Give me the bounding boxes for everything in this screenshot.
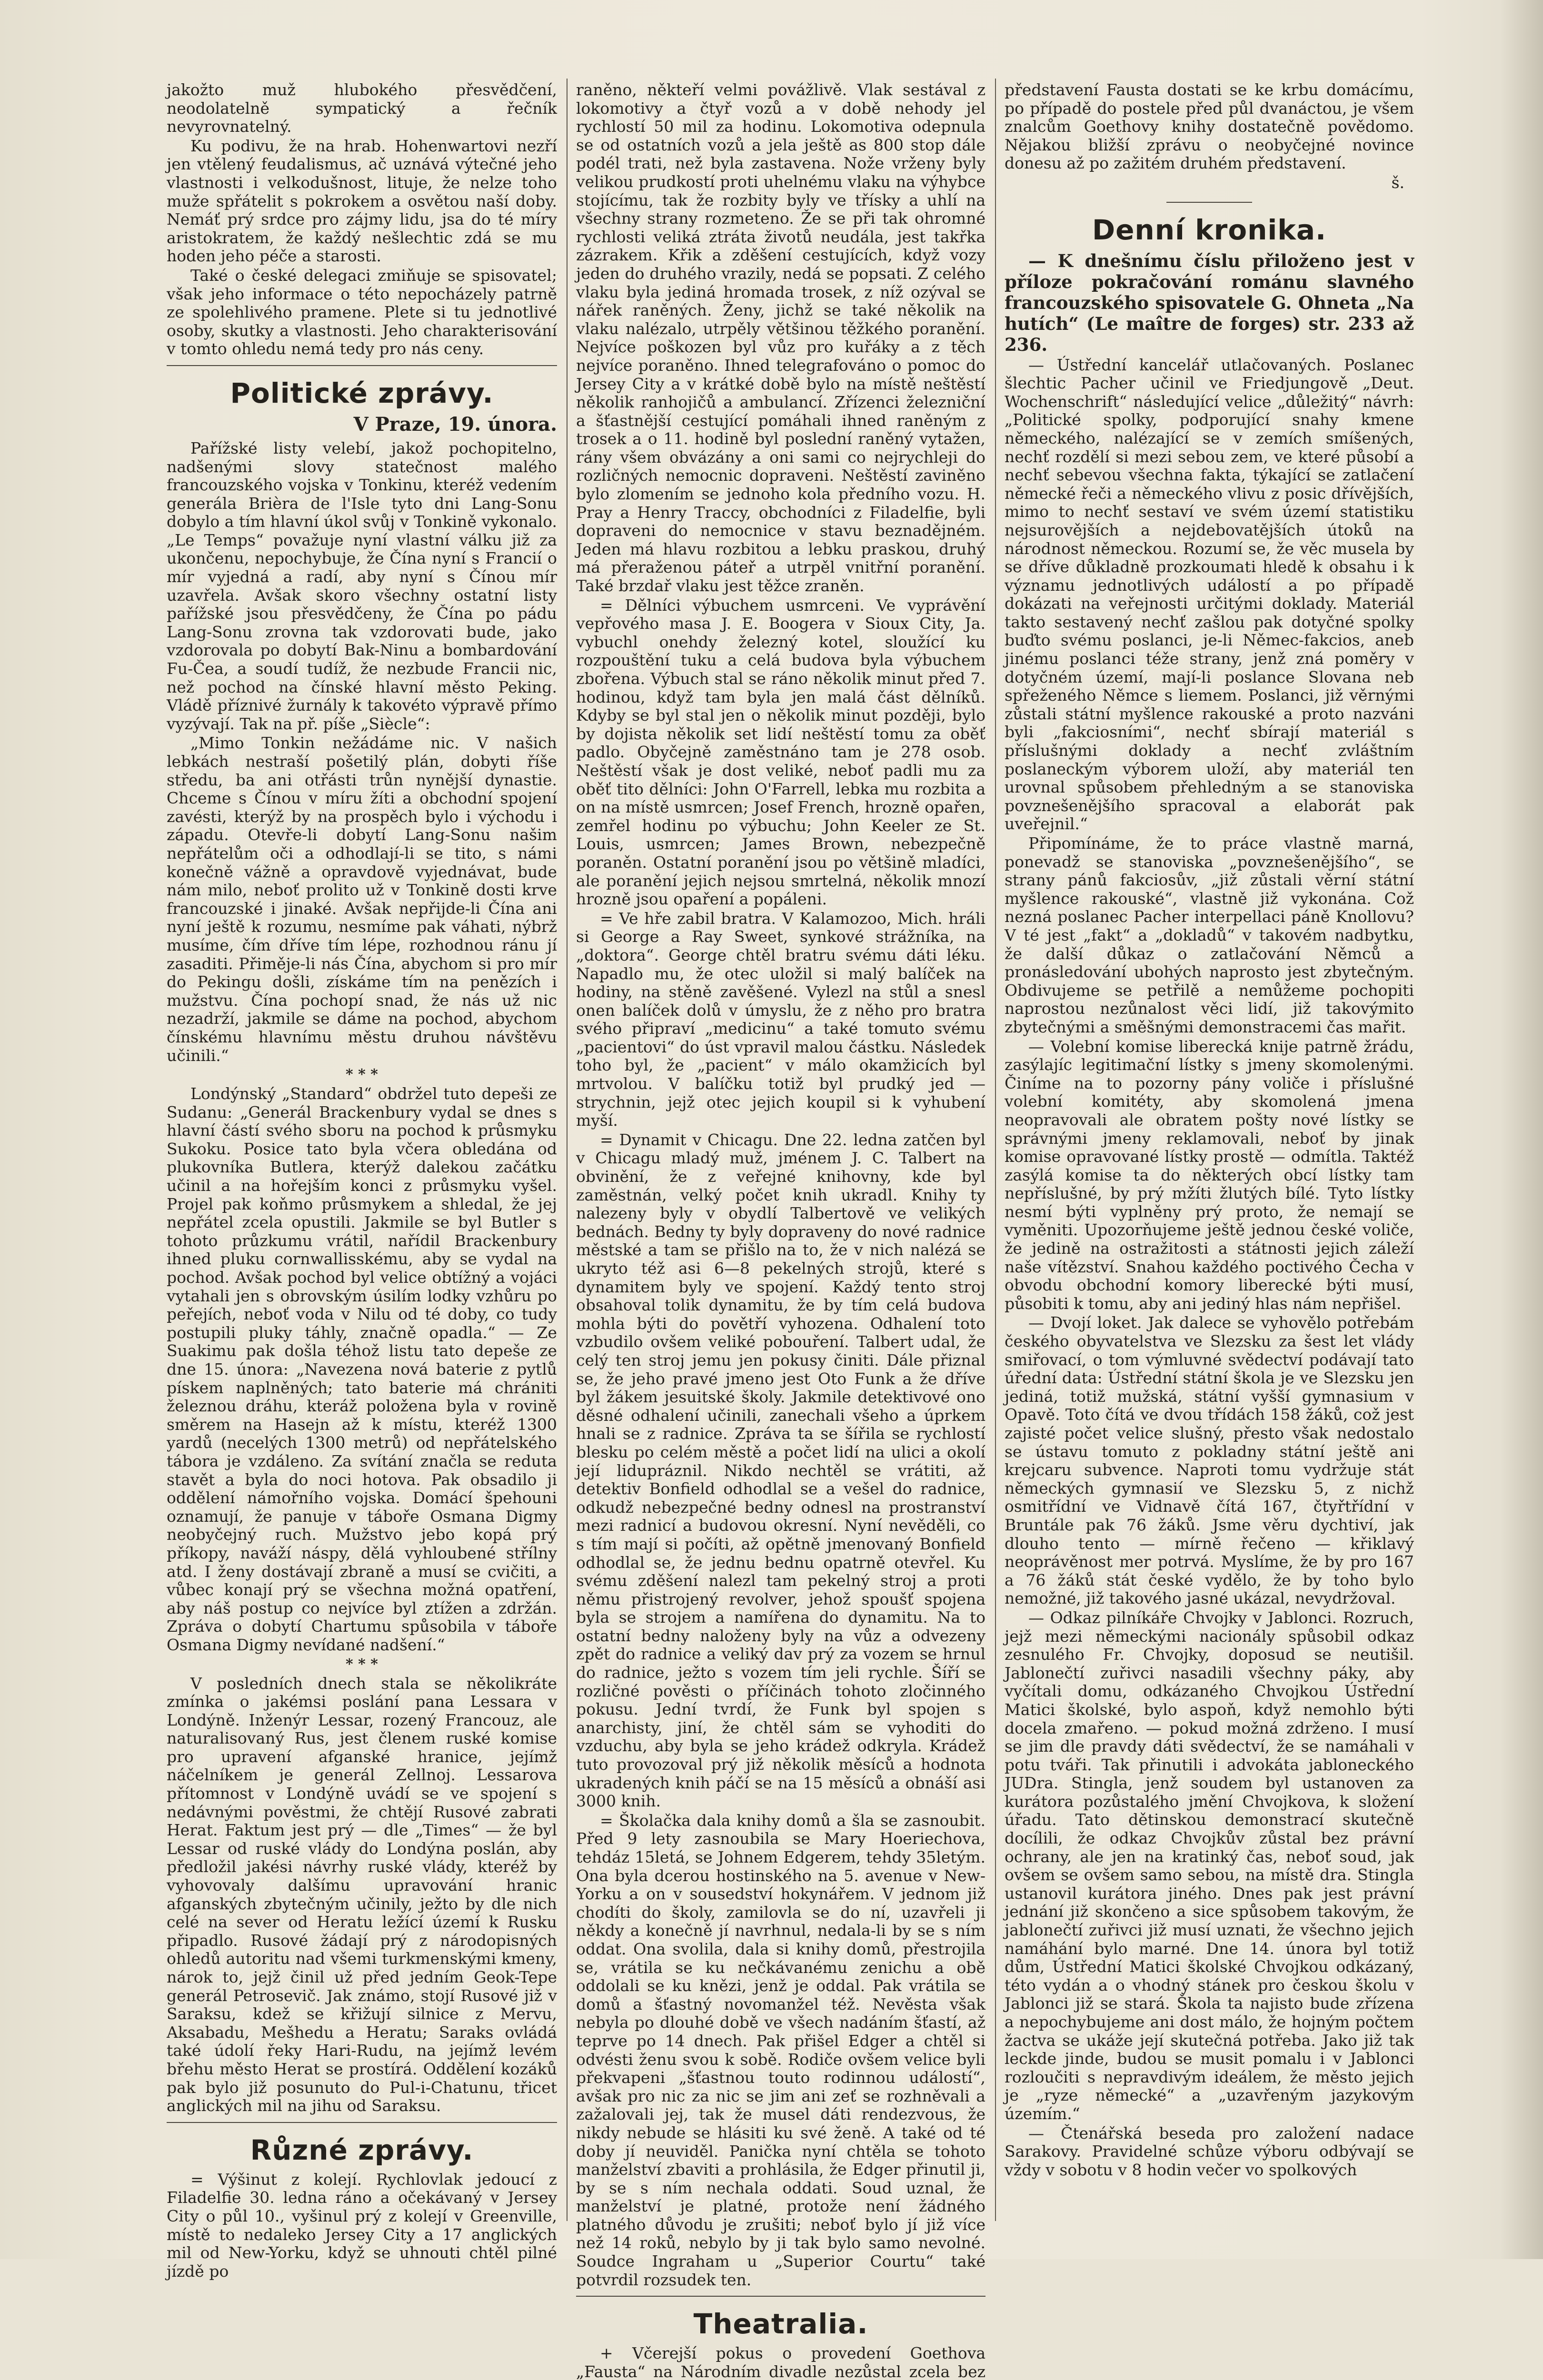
short-divider: [1166, 202, 1252, 203]
paragraph: Londýnský „Standard“ obdržel tuto depeši ze Sudanu: „Generál Brackenbury vydal se dnes s hlavní částí svého sboru na pochod k průsmyku Sukoku. Posice tato byla včera obledána od plukovníka Butlera, kterýž dalekou začátku učinil a na hořejším konci z průsmyku vyšel. Projel pak koňmo průsmykem a shledal, že jej nepřátel zcela opustili. Jakmile se byl Butler s tohoto průzkumu vrátil, nařídil Brackenbury ihned pluku cornwallisskému, aby se vydal na pochod. Avšak pochod byl velice obtížný a vojáci vytahali jen s obrovským úsilím lodky vzhůru po peřejích, neboť voda v Nilu od té doby, co tudy postupili pluky táhly, značně opadla.“ — Ze Suakimu pak došla téhož listu tato depeše ze dne 15. února: „Navezena nová baterie z pytlů pískem naplněných; tato baterie má chrániti železnou dráhu, kteráž položena byla v rovině směrem na Hasejn až k místu, kteréž 1300 yardů (necelých 1300 metrů) od nepřátelského tábora je vzdáleno. Za svítání značla se reduta stavět a byla do noci hotova. Pak obsadilo ji oddělení námořního vojska. Domácí špehouni oznamují, že panuje v táboře Osmana Digmy neobyčejný ruch. Mužstvo jebo kopá prý příkopy, naváží náspy, dělá vyhloubené střílny atd. I ženy dostávají zbraně a musí se cvičiti, a vůbec konají prý se všechna možná opatření, aby náš postup co nejvíce byl ztížen a zdržán. Zpráva o dobytí Chartumu spůsobila v táboře Osmana Digmy nevídané nadšení.“: [167, 1084, 557, 1654]
paragraph: — Čtenářská beseda pro založení nadace Sarakovy. Pravidelné schůze výboru odbývají se vždy v sobotu v 8 hodin večer vo spolkových: [1005, 2123, 1414, 2179]
section-divider: [576, 2296, 986, 2297]
section-divider: [167, 2122, 557, 2123]
paragraph: = Dělníci výbuchem usmrceni. Ve vyprávění vepřového masa J. E. Boogera v Sioux City, Ja. vybuchl onehdy železný kotel, sloužící ku rozpouštění tuku a celá budova byla výbuchem zbořena. Výbuch stal se ráno několik minut před 7. hodinou, když tam byla jen malá část dělníků. Kdyby se byl stal jen o několik minut později, bylo by dojista několik set lidí neštěstí tomu za oběť padlo. Obyčejně zaměstnáno tam je 278 osob. Neštěstí však je dost veliké, neboť padli mu za oběť tito dělníci: John O'Farrell, lebka mu rozbita a on na místě usmrcen; Josef French, hrozně opařen, zemřel hodinu po výbuchu; John Keeler ze St. Louis, usmrcen; James Brown, nebezpečně poraněn. Ostatní poranění jsou po většině mladíci, ale poranění jejich nejsou smrtelná, několik mnozí hrozně jsou opaření a popáleni.: [576, 595, 986, 909]
paragraph: = Výšinut z kolejí. Rychlovlak jedoucí z Filadelfie 30. ledna ráno a očekávaný v Jersey City o půl 10., vyšinul prý z kolejí v Greenville, místě to nedaleko Jersey City a 17 anglických mil od New-Yorku, když se uhnouti chtěl pilné jízdě po: [167, 2170, 557, 2281]
page-edge-shadow: [1500, 0, 1543, 2259]
column-rule-right: [995, 79, 996, 2221]
section-title-politicke: Politické zprávy.: [230, 377, 494, 409]
paragraph: raněno, někteří velmi povážlivě. Vlak sestával z lokomotivy a čtyř vozů a v době nehody jel rychlostí 50 mil za hodinu. Lokomotiva odepnula se od ostatních vozů a jela ještě as 800 stop dále podél trati, než byla zastavena. Nože vrženy byly velikou prudkostí proti uhelnému vlaku na výhybce stojícímu, tak že rozbity byly ve třísky a uhlí na všechny strany rozmeteno. Že se při tak ohromné rychlosti veliká ztráta životů neudála, jest takřka zázrakem. Křik a zděšení cestujících, když vozy jeden do druhého vrazily, nedá se popsati. Z celého vlaku byla jediná hromada trosek, z níž ozýval se nářek raněných. Ženy, jichž se také několik na vlaku nalézalo, utrpěly většinou těžkého poranění. Nejvíce poškozen byl vůz pro kuřáky a z těch nejvíce poraněno. Ihned telegrafováno o pomoc do Jersey City a v krátké době bylo na místě neštěstí několik ranhojičů a ambulancí. Zřízenci železniční a šťastnější cestující pomáhali ihned raněným z trosek a o 11. hodině byl poslední raněný vytažen, rány všem obvázány a oni sami co nejrychleji do rozličných nemocnic dopraveni. Neštěstí zaviněno bylo zlomením se jednoho kola předního vozu. H. Pray a Henry Traccy, obchodníci z Filadelfie, byli dopraveni do nemocnice v stavu beznadějném. Jeden má hlavu rozbitou a lebku praskou, druhý má přeraženou páteř a utrpěl vnitřní poranění. Také brzdař vlaku jest těžce zraněn.: [576, 80, 986, 595]
paragraph: — Ústřední kancelář utlačovaných. Poslanec šlechtic Pacher učinil ve Friedjungově „Deut. Wochenschrift“ následující velice „důležitý“ návrh: „Politické spolky, podporující snahy kmene německého, nalézající se v zemích smíšených, nechť rozdělí si mezi sebou zem, ve které působí a nechť sebevou všechna fakta, týkající se zatlačení německé řeči a německého vlivu z posic dřívějších, mimo to nechť sestaví ve svém území statistiku nejsurovějších a nejdebovatějších útoků na národnost německou. Rozumí se, že věc musela by se dříve důkladně prozkoumati hledě k obsahu i k významu jednotlivých událostí a po případě dokázati na veřejnosti určitými doklady. Materiál takto sestavený nechť zašlou pak dotyčné spolky buďto svému poslanci, je-li Němec-fakcios, aneb jinému poslanci téže strany, jenž zná poměry v dotyčném území, mají-li poslance Slovana neb spřeženého Němce s liemem. Poslanci, již věrnými zůstali státní myšlence rakouské a proto nazváni byli „fakciosními“, nechť sbírají materiál s příslušnými doklady a nechť zvláštním poslaneckým výborem uloží, aby materiál ten urovnal spůsobem přehledným a se stanoviska povznešenějšího spracoval a elaborát pak uveřejnil.“: [1005, 355, 1414, 833]
paragraph: Také o české delegaci zmiňuje se spisovatel; však jeho informace o této nepocházely patrně ze spolehlivého pramene. Plete si tu jednotlivé osoby, skutky a vlastnosti. Jeho charakterisování v tomto ohledu nemá tedy pro nás ceny.: [167, 266, 557, 358]
dateline: V Praze, 19. února.: [353, 413, 557, 436]
paragraph: — Dvojí loket. Jak dalece se vyhovělo potřebám českého obyvatelstva ve Slezsku za šest let vlády smiřovací, o tom výmluvné svědectví podávají tato úřední data: Ústřední státní škola je ve Slezsku jen jediná, totiž mužská, státní vyšší gymnasium v Opavě. Toto čítá ve dvou třídách 158 žáků, což jest zajisté počet velice slušný, přesto však nedostalo se ústavu tomuto z pokladny státní ještě ani krejcaru subvence. Naproti tomu vydržuje stát německých gymnasií ve Slezsku 5, z nichž osmitřídní ve Vidnavě čítá 167, čtyřtřídní v Bruntále pak 76 žáků. Jsme věru dychtiví, jak dlouho tento — mírně řečeno — křiklavý neoprávěnost mer potrvá. Myslíme, že by pro 167 a 76 žáků stát české vydělo, že by toho bylo nemožné, již takového jasné ukázal, nevydržoval.: [1005, 1313, 1414, 1608]
column-1: [167, 80, 557, 2281]
paragraph: — Odkaz pilníkáře Chvojky v Jablonci. Rozruch, jejž mezi německými nacionály spůsobil odkaz zesnulého Fr. Chvojky, doposud se neutišil. Jablonečtí zuřivci nasadili všechny páky, aby vyčítali domu, odkázaného Chvojkou Ústřední Matici školské, bylo aspoň, když nemohlo býti docela zmařeno. — pokud možná zdrženo. I musí se jim dle pravdy dáti svědectví, že se namáhali v potu tváři. Tak přinutili i advokáta jabloneckého JUDra. Stingla, jenž soudem byl ustanoven za kurátora pozůstalého jmění Chvojkova, k složení úřadu. Tato dětinskou demonstrací skutečně docílili, že odkaz Chvojkův zůstal bez právní ochrany, ale jen na kratinký čas, neboť soud, jak ovšem se ovšem samo sebou, na místě dra. Stingla ustanovil kurátora jiného. Dnes pak jest právní jednání již skončeno a sice spůsobem takovým, že jablonečtí zuřivci již musí uznati, že všechno jejich namáhání bylo marné. Dne 14. února byl totiž dům, Ústřední Matici školské Chvojkou odkázaný, této vydán a o vhodný stánek pro českou školu v Jablonci již se stará. Škola ta najisto bude zřízena a nepochybujeme ani dost málo, že hojným počtem žactva se ukáže její skutečná potřeba. Jako již tak leckde jinde, budou se musit pomalu i v Jablonci rozloučiti s nepravdivým ideálem, že město jejich je „ryze německé“ a „uzavřeným jazykovým územím.“: [1005, 1608, 1414, 2123]
section-stars: * * *: [346, 1066, 378, 1083]
author-signature: š.: [1391, 173, 1404, 192]
paragraph: Pařížské listy velebí, jakož pochopitelno, nadšenými slovy statečnost malého francouzského vojska v Tonkinu, kteréž vedením generála Brièra de l'Isle tyto dni Lang-Sonu dobylo a tím hlavní úkol svůj v Tonkině vykonalo. „Le Temps“ považuje nyní vlastní válku již za ukončenu, nepochybuje, že Čína nyní s Francií o mír vyjedná a radí, aby nyní s Čínou mír uzavřela. Avšak skoro všechny ostatní listy pařížské jsou přesvědčeny, že Čína po pádu Lang-Sonu zrovna tak vzdorovati bude, jako vzdorovala po dobytí Bak-Ninu a bombardování Fu-Čea, a soudí tudíž, že nezbude Francii nic, než pochod na čínské hlavní město Peking. Vládě příznivé žurnály k takovéto výpravě přímo vyzývají. Tak na př. píše „Siècle“:: [167, 438, 557, 733]
paragraph: — Volební komise liberecká knije patrně žrádu, zasýlajíc legitimační lístky s jmeny skomolenými. Činíme na to pozorny pány voliče i příslušné volební komitéty, aby skomolená jmena neopravovali ale obratem pošty nové lístky se správnými jmeny reklamovali, neboť by jinak komise opravované lístky prostě — odmítla. Taktéž zasýlá komise ta do některých obcí lístky tam nepříslušné, by prý mžíti žlutých bílé. Tyto lístky nesmí býti vyplněny prý proto, že nemají se vyměniti. Upozorňujeme ještě jednou české voliče, že jedině na ostražitosti a státnosti jejich záleží naše vítězství. Snahou každého poctivého Čecha v obvodu obchodní komory liberecké býti musí, působiti k tomu, aby ani jediný hlas nám nepřišel.: [1005, 1037, 1414, 1313]
paragraph: Ku podivu, že na hrab. Hohenwartovi nezří jen vtělený feudalismus, ač uznává výtečné jeho vlastnosti i velkodušnost, lituje, že nelze toho muže spřátelit s pokrokem a osvětou naší doby. Nemáť prý srdce pro zájmy lidu, jsa do té míry aristokratem, že každý nešlechtic zdá se mu hoden jeho péče a starosti.: [167, 136, 557, 266]
section-title-denni: Denní kronika.: [1092, 213, 1327, 246]
column-3: [1005, 81, 1414, 2216]
column-2: [576, 80, 986, 2380]
paragraph: představení Fausta dostati se ke krbu domácímu, po případě do postele před půl dvanáctou, je všem znalcům Goethovy knihy dostatečně povědomo. Nějakou bližší zprávu o neobyčejné novince donesu až po zažitém druhém představení.: [1005, 80, 1414, 173]
paragraph: = Školačka dala knihy domů a šla se zasnoubit. Před 9 lety zasnoubila se Mary Hoeriechova, tehdáz 15letá, se Johnem Edgerem, tehdy 35letým. Ona byla dcerou hostinského na 5. avenue v New-Yorku a on v sousedství hokynářem. V jednom již chodíti do školy, zamilovla se do ní, uzavřeli ji někdy a konečně jí navrhnul, nedala-li by se s ním oddat. Ona svolila, dala si knihy domů, přestrojila se, vrátila se ku nečkávanému zenichu a obě oddolali se ku knězi, jenž je oddal. Pak vrátila se domů a šťastný novomanžel též. Nevěsta však nebyla po dlouhé době ve všech nadáním šťastí, až teprve po 14 dnech. Pak přišel Edger a chtěl si odvésti ženu svou k sobě. Rodiče ovšem velice byli překvapeni „šťastnou touto rodinnou událostí“, avšak pro nic za nic se jim ani zeť se rozhněvali a zažalovali jej, tak že musel dáti rendezvous, že nikdy nebude se hlásiti ku své ženě. A také od té doby jí neuviděl. Panička nyní chtěla se tohoto manželství zbaviti a prohlásila, že Edger přinutil ji, by se s ním nechala oddati. Soud uznal, že manželství je platné, protože není žádného platného důvodu je zrušiti; neboť bylo jí již více než 14 roků, nebylo by ji tak bylo samo nevolné. Soudce Ingraham u „Superior Courtu“ také potvrdil rozsudek ten.: [576, 1811, 986, 2289]
supplement-notice: — K dnešnímu číslu přiloženo jest v příloze pokračování románu slavného francouzského spisovatele G. Ohneta „Na hutích“ (Le maître de forges) str. 233 až 236.: [1005, 250, 1414, 355]
paragraph: jakožto muž hlubokého přesvědčení, neodolatelně sympatický a řečník nevyrovnatelný.: [167, 80, 557, 136]
paragraph: „Mimo Tonkin nežádáme nic. V našich lebkách nestraší pošetilý plán, dobyti říše středu, ba ani otřásti trůn nynější dynastie. Chceme s Čínou v míru žíti a obchodní spojení zavésti, kterýž by na prospěch bylo i východu i západu. Otevře-li dobytí Lang-Sonu našim nepřátelům oči a odhodlají-li se tito, s námi konečně vážně a opravdově vyjednávat, bude nám milo, neboť prolito už v Tonkině dosti krve francouzské i jinaké. Avšak nepřijde-li Čína ani nyní ještě k rozumu, nesmíme pak váhati, nýbrž musíme, čím dříve tím lépe, rozhodnou ránu jí zasaditi. Přiměje-li nás Čína, abychom si pro mír do Pekingu došli, získáme tím na penězích i mužstvu. Čína pochopí snad, že nás už nic nezadrží, jakmile se dáme na pochod, abychom čínskému hlavnímu městu druhou návštěvu učinili.“: [167, 734, 557, 1065]
paragraph: = Dynamit v Chicagu. Dne 22. ledna zatčen byl v Chicagu mladý muž, jménem J. C. Talbert na obvinění, že z veřejné knihovny, kde byl zaměstnán, velký počet knih ukradl. Knihy ty nalezeny byly v obydlí Talbertově ve velikých bednách. Bedny ty byly dopraveny do nové radnice městské a tam se přišlo na to, že v nich nalézá se ukryto též asi 6—8 pekelných strojů, které s dynamitem byly ve spojení. Každý tento stroj obsahoval tolik dynamitu, že by tím celá budova mohla býti do povětří vyhozena. Odhalení toto vzbudilo ovšem veliké pobouření. Talbert udal, že celý ten stroj jemu jen pokusy činiti. Dále přiznal se, že jeho pravé jmeno jest Oto Funk a že dříve byl žákem jesuitské školy. Jakmile detektivové ono děsné odhalení učinili, zanechali všeho a úprkem hnali se z radnice. Zpráva ta se šířila se rychlostí blesku po celém městě a počet lidí na ulici a okolí její lidupráznil. Nikdo nechtěl se vrátiti, až detektiv Bonfield odhodlal se a vešel do radnice, odkudž nebezpečné bedny odnesl na prostranství mezi radnicí a budovou okresní. Nyní nevěděli, co s tím mají si počíti, až opětně jmenovaný Bonfield odhodlal se, že jednu bednu opatrně otevřel. Ku svému zděšení nalezl tam pekelný stroj a proti němu přistrojený revolver, jehož spoušť spojena byla se strojem a namířena do dynamitu. Na to ostatní bedny naloženy byly na vůz a odvezeny zpět do radnice a veliký dav prý za vozem se hrnul do radnice, ježto s vozem tím jeli rychle. Šíří se rozličné pověsti o příčinách tohoto zločinného pokusu. Jední tvrdí, že Funk byl spojen s anarchisty, jiní, že chtěl sám se vyhoditi do vzduchu, aby byla se jeho krádež odkryla. Krádež tuto provozoval prý již několik měsíců a hodnota ukradených knih páčí se na 15 měsíců a obnáší asi 3000 knih.: [576, 1130, 986, 1811]
section-divider: [167, 365, 557, 366]
paragraph: + Včerejší pokus o provedení Goethova „Fausta“ na Národním divadle nezůstal zcela bez: [576, 2344, 986, 2380]
section-stars: * * *: [346, 1656, 378, 1673]
section-title-theatralia: Theatralia.: [693, 2308, 868, 2340]
paragraph: = Ve hře zabil bratra. V Kalamozoo, Mich. hráli si George a Ray Sweet, synkové strážníka, na „doktora“. George chtěl bratru svému dáti léku. Napadlo mu, že otec uložil si malý balíček na hodiny, na stěně zavěšené. Vylezl na stůl a snesl onen balíček dolů v úmyslu, že z něho pro bratra svého připraví „medicinu“ a také tomuto svému „pacientovi“ do úst vpravil malou částku. Následek toho byl, že „pacient“ v málo okamžicích byl mrtvolou. V balíčku totiž byl prudký jed — strychnin, jejž otec jejich koupil si k vyhubení myší.: [576, 909, 986, 1130]
paragraph: Připomínáme, že to práce vlastně marná, ponevadž se stanoviska „povznešenějšího“, se strany pánů fakciosův, „již zůstali věrní státní myšlence rakouské“, vlastně již vykonána. Což nezná poslanec Pacher interpellaci páně Knollovu? V té jest „fakt“ a „dokladů“ v takovém nadbytku, že další důkaz o zatlačování Němců a pronásledování ubohých naprosto jest zbytečným. Obdivujeme se petřilě a nemůžeme pochopiti naprostou nezůnalost věci lidí, již takovýmito zbytečnými a směšnými demonstracemi čas mařit.: [1005, 834, 1414, 1036]
section-title-ruzne: Různé zprávy.: [250, 2133, 474, 2166]
paragraph: V posledních dnech stala se několikráte zmínka o jakémsi poslání pana Lessara v Londýně. Inženýr Lessar, rozený Francouz, ale naturalisovaný Rus, jest členem ruské komise pro upravení afganské hranice, jejímž náčelníkem je generál Zellnoj. Lessarova přítomnost v Londýně uvádí se ve spojení s nedávnými pověstmi, že chtějí Rusové zabrati Herat. Faktum jest prý — dle „Times“ — že byl Lessar od ruské vlády do Londýna poslán, aby předložil jakési návrhy ruské vlády, kteréž by vyhovovaly dalšímu upravování hranic afganských zbytečným učinily, ježto by dle nich celé na sever od Heratu ležící území k Rusku připadlo. Rusové žádají prý z národopisných ohledů autoritu nad všemi turkmenskými kmeny, nárok to, jejž činil už před jedním Geok-Tepe generál Petrosevič. Jak známo, stojí Rusové již v Saraksu, kdež se křižují silnice z Mervu, Aksabadu, Mešhedu a Heratu; Saraks ovládá také údolí řeky Hari-Rudu, na jejímž levém břehu město Herat se prostírá. Oddělení kozáků pak bylo již posunuto do Pul-i-Chatunu, třicet anglických mil na jihu od Saraksu.: [167, 1674, 557, 2115]
